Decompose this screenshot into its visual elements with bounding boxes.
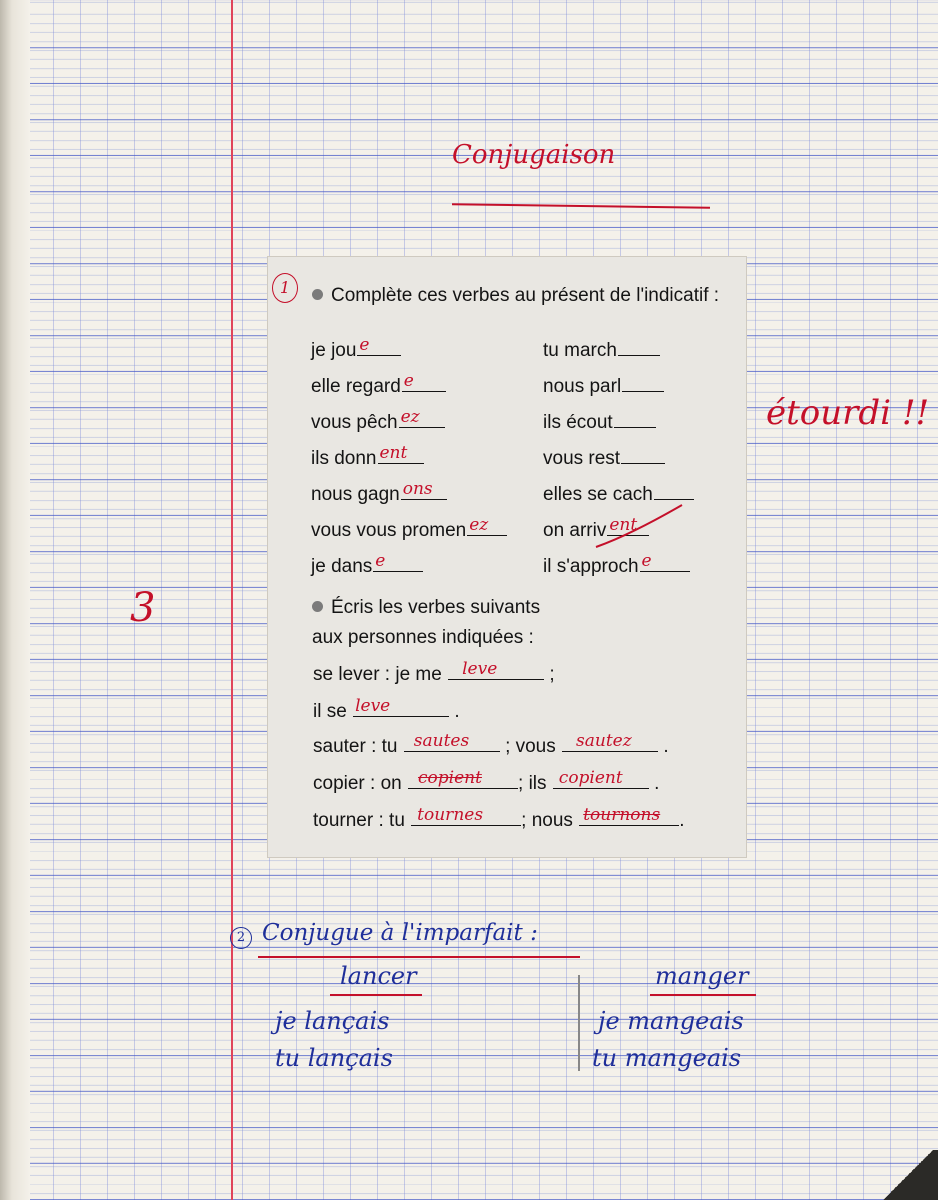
conjugation-line: tu mangeais xyxy=(592,1044,742,1072)
conj-row xyxy=(543,448,665,470)
verb-stem: vous vous promen xyxy=(311,520,467,541)
exercise2-title: Conjugue à l'imparfait : xyxy=(262,920,538,946)
conj-row xyxy=(311,407,445,434)
handwritten-answer: e xyxy=(641,551,652,571)
red-strike-mark xyxy=(590,497,690,557)
answer-blank xyxy=(373,551,423,572)
prompt-text: ; ils xyxy=(518,773,547,794)
prompt-text: tourner : tu xyxy=(313,810,405,831)
exercise2-number: 2 xyxy=(230,927,252,949)
answer-blank xyxy=(378,443,424,464)
punctuation: . xyxy=(454,701,460,722)
fill-line xyxy=(313,696,460,723)
prompt-text: ; vous xyxy=(505,736,556,757)
notebook-binding xyxy=(0,0,30,1200)
handwritten-answer: ez xyxy=(400,407,420,427)
handwritten-answer: e xyxy=(403,371,414,391)
conj-row xyxy=(311,443,424,470)
verb-underline xyxy=(650,994,756,996)
answer-blank xyxy=(404,731,500,752)
handwritten-answer: sautes xyxy=(413,731,470,751)
punctuation: . xyxy=(654,773,660,794)
verb-stem: nous gagn xyxy=(311,484,400,505)
punctuation: ; xyxy=(549,664,555,685)
verb-stem: elle regard xyxy=(311,376,401,397)
answer-blank xyxy=(399,407,445,428)
prompt-text: sauter : tu xyxy=(313,736,398,757)
exercise1-instruction xyxy=(312,281,732,310)
margin-line xyxy=(231,0,233,1200)
title-underline xyxy=(452,203,710,209)
answer-blank xyxy=(448,659,544,680)
answer-blank xyxy=(467,515,507,536)
prompt-text: il se xyxy=(313,701,347,722)
verb-stem: nous parl xyxy=(543,376,622,397)
conj-row xyxy=(543,412,656,434)
answer-blank xyxy=(408,768,518,789)
answer-blank xyxy=(622,391,664,392)
handwritten-answer: leve xyxy=(462,659,498,679)
verb-stem: je jou xyxy=(311,340,357,361)
answer-blank xyxy=(553,768,649,789)
exercise2-title-underline xyxy=(258,956,580,958)
column-verb-manger: manger xyxy=(655,962,749,990)
instruction-text: Écris les verbes suivants xyxy=(331,597,541,618)
fill-line xyxy=(313,659,555,686)
answer-blank xyxy=(401,479,447,500)
exercise-number-circle: 1 xyxy=(272,273,298,303)
answer-blank xyxy=(562,731,658,752)
conjugation-line: je mangeais xyxy=(598,1007,744,1035)
verb-stem: vous rest xyxy=(543,448,621,469)
prompt-text: copier : on xyxy=(313,773,402,794)
handwritten-answer: leve xyxy=(355,696,391,716)
conj-row xyxy=(311,551,423,578)
conj-row xyxy=(311,371,446,398)
answer-blank xyxy=(411,805,521,826)
teacher-remark: étourdi !! xyxy=(766,393,930,433)
handwritten-answer: e xyxy=(359,335,370,355)
instruction-text: aux personnes indiquées : xyxy=(312,627,534,648)
handwritten-answer: tournons xyxy=(583,805,661,825)
prompt-text: ; nous xyxy=(521,810,573,831)
verb-stem: ils donn xyxy=(311,448,377,469)
verb-stem: tu march xyxy=(543,340,617,361)
verb-stem: elles se cach xyxy=(543,484,653,505)
conj-row xyxy=(543,340,660,362)
bullet-icon xyxy=(312,289,323,300)
column-verb-lancer: lancer xyxy=(340,962,417,990)
answer-blank xyxy=(618,355,660,356)
handwritten-answer: e xyxy=(375,551,386,571)
conj-row xyxy=(311,515,507,542)
conjugation-line: tu lançais xyxy=(275,1044,393,1072)
answer-blank xyxy=(357,335,401,356)
verb-stem: je dans xyxy=(311,556,373,577)
handwritten-answer: ons xyxy=(402,479,433,499)
fill-line xyxy=(313,768,660,795)
answer-blank xyxy=(353,696,449,717)
conj-row xyxy=(543,376,664,398)
exercise1-instruction2 xyxy=(312,597,540,619)
handwritten-answer: copient xyxy=(558,768,623,788)
answer-blank xyxy=(640,551,690,572)
column-divider xyxy=(578,975,580,1071)
fill-line xyxy=(313,731,669,758)
page-title: Conjugaison xyxy=(452,140,616,170)
handwritten-answer: sautez xyxy=(576,731,632,751)
verb-stem: il s'approch xyxy=(543,556,639,577)
page-corner xyxy=(878,1150,938,1200)
punctuation: . xyxy=(663,736,669,757)
verb-stem: vous pêch xyxy=(311,412,398,433)
answer-blank xyxy=(579,805,679,826)
handwritten-answer: tournes xyxy=(417,805,484,825)
bullet-icon xyxy=(312,601,323,612)
conj-row xyxy=(543,551,690,578)
answer-blank xyxy=(402,371,446,392)
verb-stem: ils écout xyxy=(543,412,613,433)
conj-row xyxy=(311,335,401,362)
conj-row xyxy=(311,479,447,506)
handwritten-answer: ent xyxy=(379,443,408,463)
handwritten-answer: copient xyxy=(418,768,482,788)
prompt-text: se lever : je me xyxy=(313,664,442,685)
instruction-text: Complète ces verbes au présent de l'indicatif : xyxy=(331,285,720,306)
printed-exercise-sheet xyxy=(268,257,746,857)
conjugation-line: je lançais xyxy=(275,1007,390,1035)
handwritten-answer: ent xyxy=(609,515,638,535)
answer-blank xyxy=(621,463,665,464)
handwritten-answer: ez xyxy=(469,515,489,535)
verb-underline xyxy=(330,994,422,996)
punctuation: . xyxy=(679,810,685,831)
verb-stem: on arriv xyxy=(543,520,607,541)
grade-mark: 3 xyxy=(130,585,156,631)
fill-line xyxy=(313,805,685,832)
answer-blank xyxy=(614,427,656,428)
